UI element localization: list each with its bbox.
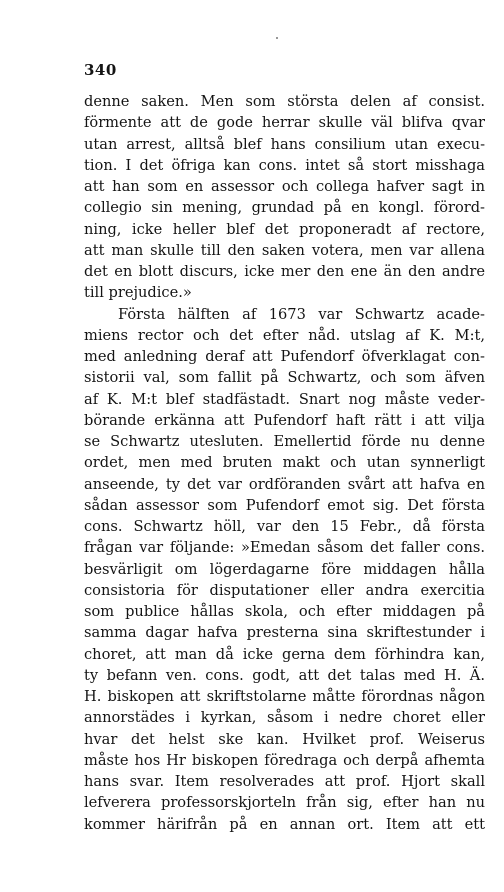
text-line: H. biskopen att skriftstolarne måtte förordnas någon [84,688,485,705]
text-line: som publice hållas skola, och efter middagen på [84,603,485,620]
text-line: se Schwartz utesluten. Emellertid förde nu denne [84,433,485,450]
text-line: cons. Schwartz höll, var den 15 Febr., då första [84,518,485,535]
body-text [84,91,485,835]
text-line: ty befann ven. cons. godt, att det talas med H. Ä. [84,666,485,684]
text-line: att han som en assessor och collega hafver sagt in [84,178,485,195]
text-line: måste hos Hr biskopen föredraga och derpå afhemta [84,751,485,769]
text-line: besvärligit om lögerdagarne före middagen hålla [84,560,485,578]
paragraph-end-line: till prejudice.» [84,284,192,302]
text-line: att man skulle till den saken votera, men var allena [84,241,485,259]
text-line: af K. M:t blef stadfästadt. Snart nog måste veder- [84,390,485,408]
text-line: hvar det helst ske kan. Hvilket prof. Weiserus [84,730,485,748]
page-number: 340 [84,61,117,79]
text-line: utan arrest, alltså blef hans consilium utan execu- [84,135,485,153]
text-line: börande erkänna att Pufendorf haft rätt i att vilja [84,411,485,429]
text-line: förmente att de gode herrar skulle väl blifva qvar [84,114,485,132]
text-line: tion. I det öfriga kan cons. intet så stort misshaga [84,156,485,174]
text-line: denne saken. Men som största delen af consist. [84,93,485,110]
text-line: det en blott discurs, icke mer den ene än den andre [84,263,485,280]
text-line: lefverera professorskjorteln från sig, efter han nu [84,794,485,812]
text-line: samma dagar hafva presterna sina skriftestunder i [84,624,485,642]
text-line: sistorii val, som fallit på Schwartz, och som äfven [84,369,485,387]
text-line: frågan var följande: »Emedan såsom det faller cons. [84,539,485,557]
text-line: ordet, men med bruten makt och utan synnerligt [84,454,485,472]
text-line: annorstädes i kyrkan, såsom i nedre choret eller [84,709,485,727]
text-line: ning, icke heller blef det proponeradt af rectore, [84,220,485,238]
text-line: choret, att man då icke gerna dem förhindra kan, [84,645,485,663]
paragraph-start-line: Första hälften af 1673 var Schwartz acade- [118,305,485,323]
text-line: sådan assessor som Pufendorf emot sig. Det första [84,496,485,514]
text-line: hans svar. Item resolverades att prof. Hjort skall [84,773,485,790]
text-line: miens rector och det efter nåd. utslag af K. M:t, [84,326,485,344]
paper-speck [276,37,278,39]
text-line: collegio sin mening, grundad på en kongl. förord- [84,199,485,217]
text-line: kommer härifrån på en annan ort. Item att ett [84,815,485,833]
text-line: med anledning deraf att Pufendorf öfverklagat con- [84,348,485,365]
text-line: consistoria för disputationer eller andra exercitia [84,581,485,599]
text-line: anseende, ty det var ordföranden svårt att hafva en [84,475,485,493]
